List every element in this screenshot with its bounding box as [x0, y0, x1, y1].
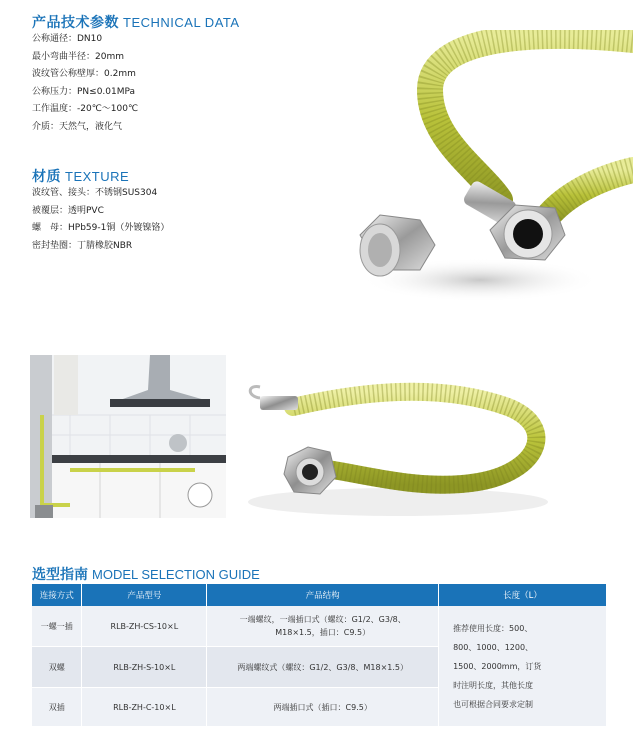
kitchen-installation-photo — [30, 355, 226, 518]
technical-spec-list — [32, 31, 138, 136]
spec-item: 波纹管公称壁厚：0.2mm — [32, 69, 136, 79]
material-item: 波纹管、接头：不锈钢SUS304 — [32, 188, 158, 198]
length-note-line: 800、1000、1200、 — [453, 642, 534, 652]
product-photo-hose-closeup — [340, 30, 633, 320]
spec-item: 公称通径：DN10 — [32, 34, 103, 44]
spec-item: 工作温度：-20℃～100℃ — [32, 104, 139, 114]
product-photo-hose-full — [238, 352, 553, 522]
technical-title-cn: 产品技术参数 — [32, 15, 119, 31]
texture-title-en: TEXTURE — [65, 169, 130, 184]
cell-model: RLB-ZH-CS-10×L — [82, 606, 207, 647]
cell-connection: 双插 — [32, 688, 82, 727]
cell-connection: 双螺 — [32, 647, 82, 688]
length-note-line: 1500、2000mm，订货 — [453, 661, 542, 671]
material-item: 被覆层：透明PVC — [32, 205, 104, 216]
length-note-line: 时注明长度，其他长度 — [453, 680, 534, 690]
cell-structure: 两端螺纹式（螺纹：G1/2、G3/8、M18×1.5） — [207, 647, 439, 688]
technical-data-title — [32, 12, 240, 32]
spec-item: 最小弯曲半径：20mm — [32, 51, 124, 62]
header-connection: 连接方式 — [32, 584, 82, 606]
table-header-row — [32, 584, 607, 606]
texture-title-cn: 材质 — [32, 169, 61, 185]
cell-model: RLB-ZH-C-10×L — [82, 688, 207, 727]
length-note-line: 也可根据合同要求定制 — [453, 699, 534, 709]
cell-connection: 一螺一插 — [32, 606, 82, 647]
selection-guide-table — [32, 584, 607, 727]
table-row — [32, 606, 607, 647]
header-length: 长度（L） — [439, 584, 607, 606]
header-model: 产品型号 — [82, 584, 207, 606]
length-note-line: 推荐使用长度：500、 — [453, 623, 533, 633]
spec-item: 公称压力：PN≤0.01MPa — [32, 86, 136, 97]
guide-title-en: MODEL SELECTION GUIDE — [92, 567, 260, 582]
texture-title — [32, 166, 129, 186]
cell-structure: 两端插口式（插口：C9.5） — [207, 688, 439, 727]
texture-spec-list — [32, 185, 169, 255]
cell-model: RLB-ZH-S-10×L — [82, 647, 207, 688]
material-item: 密封垫圈：丁腈橡胶NBR — [32, 240, 133, 251]
selection-guide-title — [32, 564, 260, 584]
cell-structure: 一端螺纹，一端插口式（螺纹：G1/2、G3/8、M18×1.5，插口：C9.5） — [207, 606, 439, 647]
header-structure: 产品结构 — [207, 584, 439, 606]
technical-title-en: TECHNICAL DATA — [123, 15, 240, 30]
guide-title-cn: 选型指南 — [32, 567, 88, 583]
cell-length-note — [439, 606, 607, 727]
spec-item: 介质：天然气，液化气 — [32, 121, 123, 132]
material-item: 螺 母：HPb59-1铜（外镀镍铬） — [32, 223, 170, 233]
